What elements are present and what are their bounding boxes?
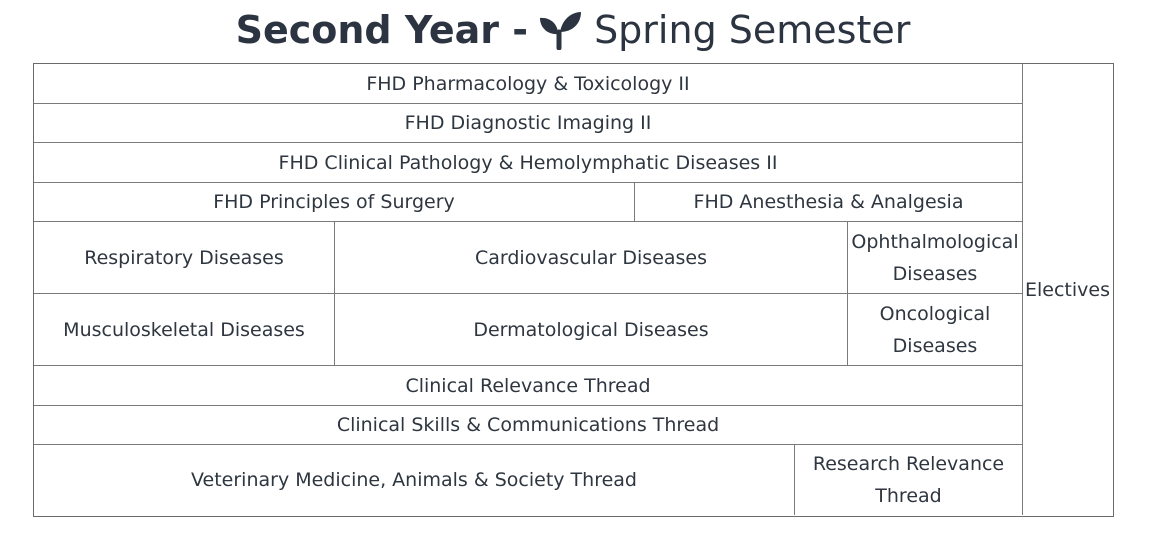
course-respiratory: Respiratory Diseases — [34, 222, 335, 294]
title-semester: Spring Semester — [594, 8, 911, 52]
vet-medicine-society-thread: Veterinary Medicine, Animals & Society Thread — [34, 445, 795, 515]
course-cardiovascular: Cardiovascular Diseases — [335, 222, 848, 294]
course-ophthalmological: Ophthalmological Diseases — [848, 222, 1023, 294]
course-diagnostic-imaging: FHD Diagnostic Imaging II — [34, 104, 1023, 143]
course-musculoskeletal: Musculoskeletal Diseases — [34, 294, 335, 366]
page-title — [0, 4, 1146, 56]
research-relevance-thread: Research Relevance Thread — [795, 445, 1023, 515]
clinical-relevance-thread: Clinical Relevance Thread — [34, 366, 1023, 406]
course-anesthesia: FHD Anesthesia & Analgesia — [635, 183, 1023, 222]
title-year: Second Year - — [235, 8, 529, 52]
course-clinical-pathology: FHD Clinical Pathology & Hemolymphatic Diseases II — [34, 143, 1023, 183]
sprout-icon — [538, 10, 582, 50]
course-principles-of-surgery: FHD Principles of Surgery — [34, 183, 635, 222]
course-pharmacology: FHD Pharmacology & Toxicology II — [34, 64, 1023, 104]
clinical-skills-thread: Clinical Skills & Communications Thread — [34, 406, 1023, 445]
course-oncological: Oncological Diseases — [848, 294, 1023, 366]
electives: Electives — [1025, 278, 1110, 301]
curriculum-grid — [33, 63, 1114, 517]
course-dermatological: Dermatological Diseases — [335, 294, 848, 366]
